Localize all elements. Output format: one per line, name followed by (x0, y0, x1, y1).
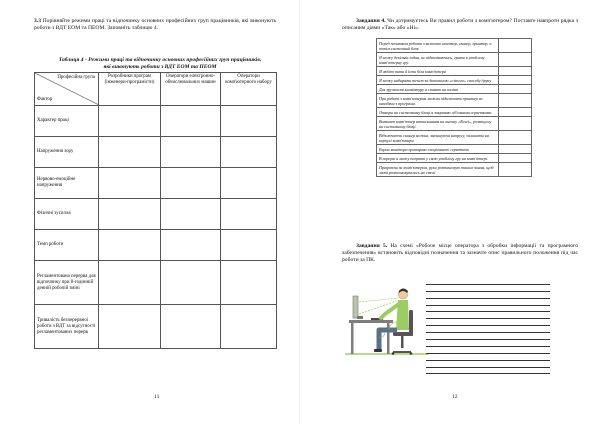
answer-cell[interactable] (499, 117, 532, 131)
header-factor: Фактор (37, 97, 53, 102)
rule-row (377, 145, 532, 154)
rule-row (377, 94, 532, 108)
rule-text: Для зручності клавіатуру я ставлю на коліна (377, 85, 499, 94)
table-cell[interactable] (99, 137, 161, 168)
answer-line[interactable] (426, 292, 550, 299)
rule-row (377, 108, 532, 117)
answer-cell[interactable] (499, 131, 532, 145)
row-label: Нервово-емоційне напруження (35, 168, 99, 199)
table-cell[interactable] (161, 305, 221, 349)
answer-line[interactable] (426, 354, 550, 361)
rule-text: Перед початком роботи з включаю монітор, сканер, принтер, а потім системний блок (377, 39, 499, 53)
header-operators-computers: Оператори електронно-обчислювальних машин (161, 73, 221, 106)
table-cell[interactable] (221, 168, 277, 199)
rule-row (377, 131, 532, 145)
answer-line[interactable] (426, 285, 550, 292)
header-operators-typing: Оператори комп'ютерного набору (221, 73, 277, 106)
table-cell[interactable] (161, 199, 221, 230)
task-5-title: Завдання 5. (356, 243, 388, 249)
task-3-3 (34, 18, 276, 32)
table-cell[interactable] (99, 106, 161, 137)
task-number: 3.3 (34, 18, 41, 24)
rule-row (377, 39, 532, 53)
rule-row (377, 67, 532, 76)
table-row (35, 199, 277, 230)
rule-row (377, 76, 532, 85)
rule-text: Я можу набирати текст за допомогою «сліпого» способу друку (377, 76, 499, 85)
rule-text: Вимикаю комп'ютер натисканням на кнопку «Reset», розміщену на системному блоці. (377, 117, 499, 131)
answer-cell[interactable] (499, 108, 532, 117)
task-4-title: Завдання 4. (356, 18, 386, 24)
table-cell[interactable] (99, 230, 161, 261)
workplace-illustration (341, 274, 431, 359)
page-number-right: 12 (452, 394, 458, 400)
table-row (35, 168, 277, 199)
header-diagonal-cell (35, 73, 99, 106)
answer-line[interactable] (426, 368, 550, 375)
task-5-text: На схемі «Робоче місце оператора з обробки інформації та програмного забезпечення» встановіть відповідні позначення та зазначте опис правильного положення під час роботи за ПК. (342, 243, 579, 264)
answer-line[interactable] (426, 312, 550, 319)
rule-row (377, 53, 532, 67)
answer-cell[interactable] (499, 94, 532, 108)
table-cell[interactable] (99, 199, 161, 230)
table-cell[interactable] (161, 230, 221, 261)
table-cell[interactable] (161, 168, 221, 199)
answer-line[interactable] (426, 319, 550, 326)
rule-text: Я можу декілька годин, не відволікаючись, грати в улюблену комп'ютерну гру. (377, 53, 499, 67)
answer-cell[interactable] (499, 67, 532, 76)
row-label: Темп роботи (35, 230, 99, 261)
row-label: Напруження зору (35, 137, 99, 168)
answer-line[interactable] (426, 299, 550, 306)
table-row (35, 137, 277, 168)
table-row (35, 230, 277, 261)
table-cell[interactable] (221, 305, 277, 349)
table-cell[interactable] (221, 137, 277, 168)
header-developers: Розробники програм (інженери-програмісти) (99, 73, 161, 106)
answer-cell[interactable] (499, 53, 532, 67)
answer-cell[interactable] (499, 39, 532, 53)
answer-lines[interactable] (426, 278, 550, 374)
answer-line[interactable] (426, 306, 550, 313)
row-label: Регламентована перерва для відпочинку при 8-годинній денній робочій зміні (35, 261, 99, 305)
row-label: Характер праці (35, 106, 99, 137)
answer-line[interactable] (426, 278, 550, 285)
table-row (35, 106, 277, 137)
rule-text: В перерві я можу пограти у свою улюблену гру на комп'ютері. (377, 154, 499, 163)
answer-cell[interactable] (499, 76, 532, 85)
page-number-left: 11 (154, 394, 160, 400)
task-5 (342, 243, 578, 265)
answer-cell[interactable] (499, 163, 532, 177)
table-cell[interactable] (161, 137, 221, 168)
task-4 (342, 18, 578, 32)
rule-row (377, 85, 532, 94)
task-4-text: Чи дотримуєтесь Ви правил роботи з комп'ютером? Поставте навпроти рядка з описаним діями «Так» або «Ні». (342, 18, 578, 32)
table-cell[interactable] (99, 305, 161, 349)
rule-text: Я люблю пити й їсти біля комп'ютера (377, 67, 499, 76)
answer-line[interactable] (426, 333, 550, 340)
table-cell[interactable] (99, 168, 161, 199)
rule-text: При роботі з комп'ютером можна підключати принтер не виходячи з програми. (377, 94, 499, 108)
rule-row (377, 154, 532, 163)
header-profession-group: Професійна група (57, 75, 95, 80)
answer-cell[interactable] (499, 154, 532, 163)
row-label: Тривалість безперервної роботи з ВДТ за відсутності регламентованих перерв (35, 305, 99, 349)
rule-text: Відключаючи сканер можна, зменшуючи напругу, залишати на корпусі комп'ютера (377, 131, 499, 145)
rule-row (377, 117, 532, 131)
table-4 (34, 72, 277, 349)
rule-text: Отвори на системному блоці я закриваю об'ємними серветками. (377, 108, 499, 117)
answer-line[interactable] (426, 326, 550, 333)
table-cell[interactable] (221, 106, 277, 137)
rules-table (376, 38, 532, 177)
task-text: Порівняйте режими праці та відпочинку основних професійних груп працівників, які виконують роботи з ВДТ ЕОМ та ПЕОМ. Заповніть таблицю 4. (34, 18, 276, 32)
table-row (35, 305, 277, 349)
table-cell[interactable] (221, 230, 277, 261)
answer-cell[interactable] (499, 145, 532, 154)
table-row (35, 261, 277, 305)
table-caption: Таблиця 4 - Режими праці та відпочинку основних професійних груп працівників, які виконують роботи з ВДТ ЕОМ та ПЕОМ (58, 57, 262, 70)
answer-line[interactable] (426, 361, 550, 368)
table-cell[interactable] (161, 106, 221, 137)
answer-cell[interactable] (499, 85, 532, 94)
answer-line[interactable] (426, 347, 550, 354)
row-label: Фізичні зусилля (35, 199, 99, 230)
rule-text: Працюючи за комп'ютером, руки розташовую таким чином, щоб лікті розташовувались на столі (377, 163, 499, 177)
rule-text: Екран монітора протираю спеціальною серветкою (377, 145, 499, 154)
table-header-row (35, 73, 277, 106)
table-cell[interactable] (221, 261, 277, 305)
rule-row (377, 163, 532, 177)
table-cell[interactable] (99, 261, 161, 305)
answer-line[interactable] (426, 340, 550, 347)
table-cell[interactable] (221, 199, 277, 230)
table-cell[interactable] (161, 261, 221, 305)
